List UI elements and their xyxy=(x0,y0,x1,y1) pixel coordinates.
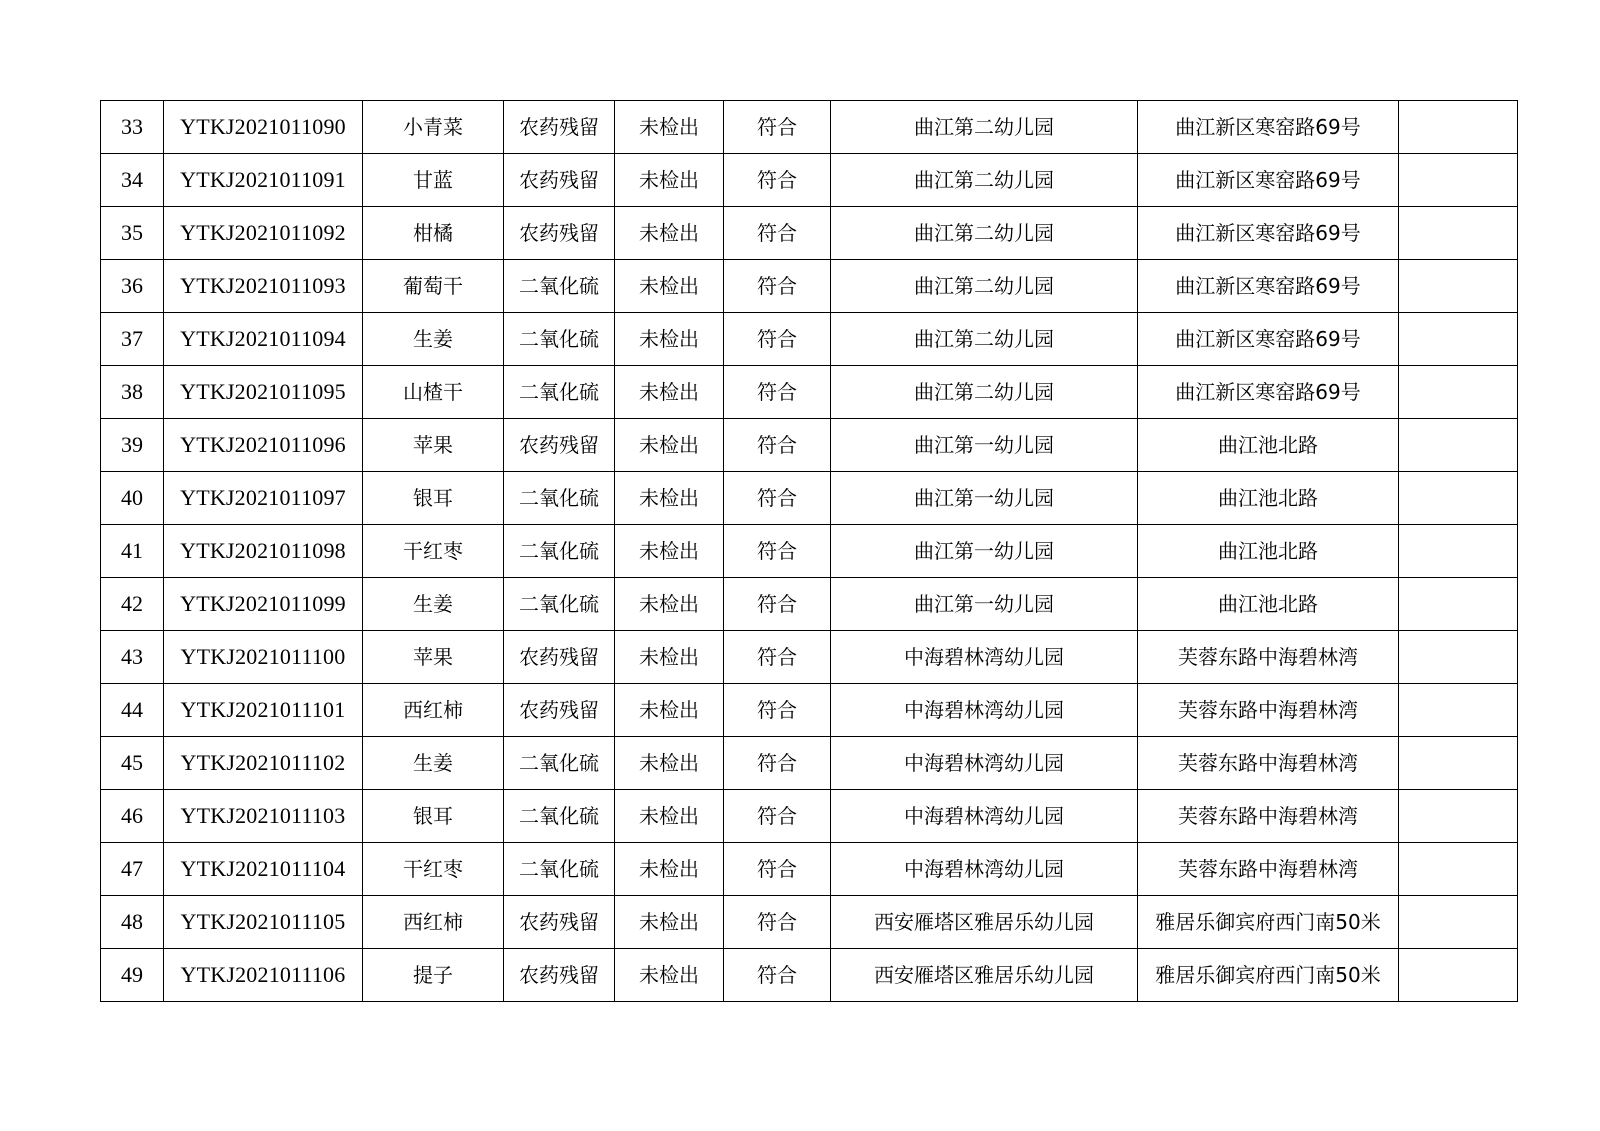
cell-conclusion: 符合 xyxy=(724,260,831,313)
table-row xyxy=(101,790,1518,843)
cell-test-item: 农药残留 xyxy=(504,684,615,737)
cell-test-item: 二氧化硫 xyxy=(504,737,615,790)
cell-sample-code: YTKJ2021011094 xyxy=(164,313,363,366)
cell-sample-name: 柑橘 xyxy=(363,207,504,260)
cell-sample-name: 苹果 xyxy=(363,631,504,684)
cell-test-item: 二氧化硫 xyxy=(504,843,615,896)
cell-sample-name: 生姜 xyxy=(363,313,504,366)
cell-address: 曲江新区寒窑路69号 xyxy=(1138,313,1399,366)
cell-test-result: 未检出 xyxy=(615,896,724,949)
inspection-results-table xyxy=(100,100,1518,1002)
table-row xyxy=(101,472,1518,525)
cell-sample-name: 西红柿 xyxy=(363,896,504,949)
cell-unit: 中海碧林湾幼儿园 xyxy=(831,684,1138,737)
cell-test-result: 未检出 xyxy=(615,684,724,737)
cell-test-result: 未检出 xyxy=(615,737,724,790)
cell-sample-name: 生姜 xyxy=(363,737,504,790)
cell-conclusion: 符合 xyxy=(724,207,831,260)
cell-unit: 曲江第二幼儿园 xyxy=(831,260,1138,313)
cell-note xyxy=(1399,843,1518,896)
cell-test-item: 农药残留 xyxy=(504,949,615,1002)
cell-unit: 曲江第一幼儿园 xyxy=(831,472,1138,525)
cell-index: 36 xyxy=(101,260,164,313)
cell-sample-code: YTKJ2021011097 xyxy=(164,472,363,525)
cell-address: 曲江池北路 xyxy=(1138,578,1399,631)
cell-unit: 中海碧林湾幼儿园 xyxy=(831,631,1138,684)
cell-index: 42 xyxy=(101,578,164,631)
cell-note xyxy=(1399,949,1518,1002)
cell-sample-code: YTKJ2021011092 xyxy=(164,207,363,260)
cell-index: 33 xyxy=(101,101,164,154)
table-body xyxy=(101,101,1518,1002)
cell-sample-name: 干红枣 xyxy=(363,525,504,578)
cell-sample-name: 银耳 xyxy=(363,472,504,525)
cell-sample-name: 山楂干 xyxy=(363,366,504,419)
cell-address: 曲江池北路 xyxy=(1138,525,1399,578)
cell-test-result: 未检出 xyxy=(615,154,724,207)
cell-conclusion: 符合 xyxy=(724,578,831,631)
cell-sample-code: YTKJ2021011099 xyxy=(164,578,363,631)
cell-index: 39 xyxy=(101,419,164,472)
cell-test-result: 未检出 xyxy=(615,313,724,366)
cell-test-result: 未检出 xyxy=(615,790,724,843)
cell-test-item: 二氧化硫 xyxy=(504,260,615,313)
table-row xyxy=(101,949,1518,1002)
cell-conclusion: 符合 xyxy=(724,896,831,949)
cell-address: 曲江新区寒窑路69号 xyxy=(1138,207,1399,260)
cell-conclusion: 符合 xyxy=(724,101,831,154)
cell-test-item: 二氧化硫 xyxy=(504,472,615,525)
cell-note xyxy=(1399,737,1518,790)
cell-conclusion: 符合 xyxy=(724,843,831,896)
cell-conclusion: 符合 xyxy=(724,419,831,472)
cell-test-result: 未检出 xyxy=(615,366,724,419)
cell-index: 43 xyxy=(101,631,164,684)
cell-address: 芙蓉东路中海碧林湾 xyxy=(1138,737,1399,790)
cell-unit: 中海碧林湾幼儿园 xyxy=(831,737,1138,790)
cell-address: 雅居乐御宾府西门南50米 xyxy=(1138,896,1399,949)
cell-test-result: 未检出 xyxy=(615,578,724,631)
cell-unit: 西安雁塔区雅居乐幼儿园 xyxy=(831,949,1138,1002)
cell-note xyxy=(1399,684,1518,737)
cell-test-item: 农药残留 xyxy=(504,419,615,472)
cell-index: 34 xyxy=(101,154,164,207)
cell-sample-name: 甘蓝 xyxy=(363,154,504,207)
cell-test-result: 未检出 xyxy=(615,101,724,154)
cell-conclusion: 符合 xyxy=(724,631,831,684)
cell-sample-code: YTKJ2021011100 xyxy=(164,631,363,684)
cell-test-result: 未检出 xyxy=(615,260,724,313)
cell-address: 曲江池北路 xyxy=(1138,419,1399,472)
cell-test-result: 未检出 xyxy=(615,631,724,684)
cell-index: 44 xyxy=(101,684,164,737)
cell-test-item: 农药残留 xyxy=(504,896,615,949)
table-row xyxy=(101,419,1518,472)
cell-unit: 曲江第二幼儿园 xyxy=(831,313,1138,366)
cell-test-result: 未检出 xyxy=(615,207,724,260)
cell-test-result: 未检出 xyxy=(615,525,724,578)
cell-sample-name: 干红枣 xyxy=(363,843,504,896)
cell-note xyxy=(1399,419,1518,472)
cell-address: 曲江新区寒窑路69号 xyxy=(1138,154,1399,207)
cell-note xyxy=(1399,631,1518,684)
cell-address: 曲江新区寒窑路69号 xyxy=(1138,366,1399,419)
cell-test-item: 农药残留 xyxy=(504,207,615,260)
table-row xyxy=(101,896,1518,949)
cell-note xyxy=(1399,101,1518,154)
cell-sample-name: 生姜 xyxy=(363,578,504,631)
cell-sample-code: YTKJ2021011098 xyxy=(164,525,363,578)
cell-address: 芙蓉东路中海碧林湾 xyxy=(1138,684,1399,737)
cell-address: 芙蓉东路中海碧林湾 xyxy=(1138,790,1399,843)
table-row xyxy=(101,207,1518,260)
cell-address: 雅居乐御宾府西门南50米 xyxy=(1138,949,1399,1002)
cell-conclusion: 符合 xyxy=(724,790,831,843)
cell-index: 40 xyxy=(101,472,164,525)
cell-test-item: 二氧化硫 xyxy=(504,525,615,578)
cell-unit: 西安雁塔区雅居乐幼儿园 xyxy=(831,896,1138,949)
cell-note xyxy=(1399,366,1518,419)
cell-note xyxy=(1399,896,1518,949)
cell-test-result: 未检出 xyxy=(615,843,724,896)
cell-sample-code: YTKJ2021011103 xyxy=(164,790,363,843)
cell-note xyxy=(1399,472,1518,525)
cell-test-item: 二氧化硫 xyxy=(504,366,615,419)
cell-unit: 曲江第二幼儿园 xyxy=(831,154,1138,207)
cell-note xyxy=(1399,525,1518,578)
cell-note xyxy=(1399,313,1518,366)
cell-note xyxy=(1399,790,1518,843)
cell-sample-name: 提子 xyxy=(363,949,504,1002)
cell-note xyxy=(1399,260,1518,313)
cell-test-result: 未检出 xyxy=(615,419,724,472)
table-row xyxy=(101,525,1518,578)
cell-sample-name: 小青菜 xyxy=(363,101,504,154)
cell-conclusion: 符合 xyxy=(724,472,831,525)
cell-sample-code: YTKJ2021011106 xyxy=(164,949,363,1002)
cell-conclusion: 符合 xyxy=(724,684,831,737)
table-row xyxy=(101,260,1518,313)
cell-conclusion: 符合 xyxy=(724,154,831,207)
cell-sample-code: YTKJ2021011096 xyxy=(164,419,363,472)
cell-sample-name: 苹果 xyxy=(363,419,504,472)
cell-conclusion: 符合 xyxy=(724,366,831,419)
table-row xyxy=(101,843,1518,896)
cell-sample-code: YTKJ2021011102 xyxy=(164,737,363,790)
cell-conclusion: 符合 xyxy=(724,949,831,1002)
table-row xyxy=(101,684,1518,737)
cell-test-item: 二氧化硫 xyxy=(504,578,615,631)
cell-sample-code: YTKJ2021011090 xyxy=(164,101,363,154)
cell-note xyxy=(1399,578,1518,631)
cell-test-result: 未检出 xyxy=(615,949,724,1002)
cell-unit: 曲江第一幼儿园 xyxy=(831,578,1138,631)
cell-unit: 曲江第二幼儿园 xyxy=(831,101,1138,154)
cell-sample-code: YTKJ2021011105 xyxy=(164,896,363,949)
cell-test-result: 未检出 xyxy=(615,472,724,525)
cell-address: 曲江新区寒窑路69号 xyxy=(1138,101,1399,154)
cell-unit: 曲江第一幼儿园 xyxy=(831,525,1138,578)
cell-conclusion: 符合 xyxy=(724,737,831,790)
cell-index: 35 xyxy=(101,207,164,260)
cell-note xyxy=(1399,207,1518,260)
cell-conclusion: 符合 xyxy=(724,313,831,366)
results-table-container xyxy=(100,100,1504,1002)
cell-index: 41 xyxy=(101,525,164,578)
cell-index: 48 xyxy=(101,896,164,949)
cell-address: 曲江新区寒窑路69号 xyxy=(1138,260,1399,313)
table-row xyxy=(101,578,1518,631)
cell-address: 芙蓉东路中海碧林湾 xyxy=(1138,843,1399,896)
cell-unit: 曲江第二幼儿园 xyxy=(831,207,1138,260)
cell-note xyxy=(1399,154,1518,207)
table-row xyxy=(101,101,1518,154)
cell-test-item: 农药残留 xyxy=(504,631,615,684)
table-row xyxy=(101,737,1518,790)
cell-sample-name: 银耳 xyxy=(363,790,504,843)
cell-sample-code: YTKJ2021011101 xyxy=(164,684,363,737)
cell-unit: 中海碧林湾幼儿园 xyxy=(831,790,1138,843)
table-row xyxy=(101,631,1518,684)
cell-sample-name: 葡萄干 xyxy=(363,260,504,313)
cell-index: 38 xyxy=(101,366,164,419)
cell-test-item: 二氧化硫 xyxy=(504,313,615,366)
cell-address: 曲江池北路 xyxy=(1138,472,1399,525)
cell-unit: 曲江第一幼儿园 xyxy=(831,419,1138,472)
cell-conclusion: 符合 xyxy=(724,525,831,578)
table-row xyxy=(101,313,1518,366)
cell-index: 47 xyxy=(101,843,164,896)
cell-address: 芙蓉东路中海碧林湾 xyxy=(1138,631,1399,684)
cell-sample-code: YTKJ2021011093 xyxy=(164,260,363,313)
cell-index: 49 xyxy=(101,949,164,1002)
cell-test-item: 二氧化硫 xyxy=(504,790,615,843)
cell-sample-code: YTKJ2021011104 xyxy=(164,843,363,896)
cell-sample-code: YTKJ2021011091 xyxy=(164,154,363,207)
table-row xyxy=(101,366,1518,419)
cell-index: 37 xyxy=(101,313,164,366)
cell-sample-code: YTKJ2021011095 xyxy=(164,366,363,419)
cell-unit: 中海碧林湾幼儿园 xyxy=(831,843,1138,896)
cell-index: 45 xyxy=(101,737,164,790)
table-row xyxy=(101,154,1518,207)
cell-sample-name: 西红柿 xyxy=(363,684,504,737)
cell-test-item: 农药残留 xyxy=(504,101,615,154)
cell-unit: 曲江第二幼儿园 xyxy=(831,366,1138,419)
cell-index: 46 xyxy=(101,790,164,843)
cell-test-item: 农药残留 xyxy=(504,154,615,207)
